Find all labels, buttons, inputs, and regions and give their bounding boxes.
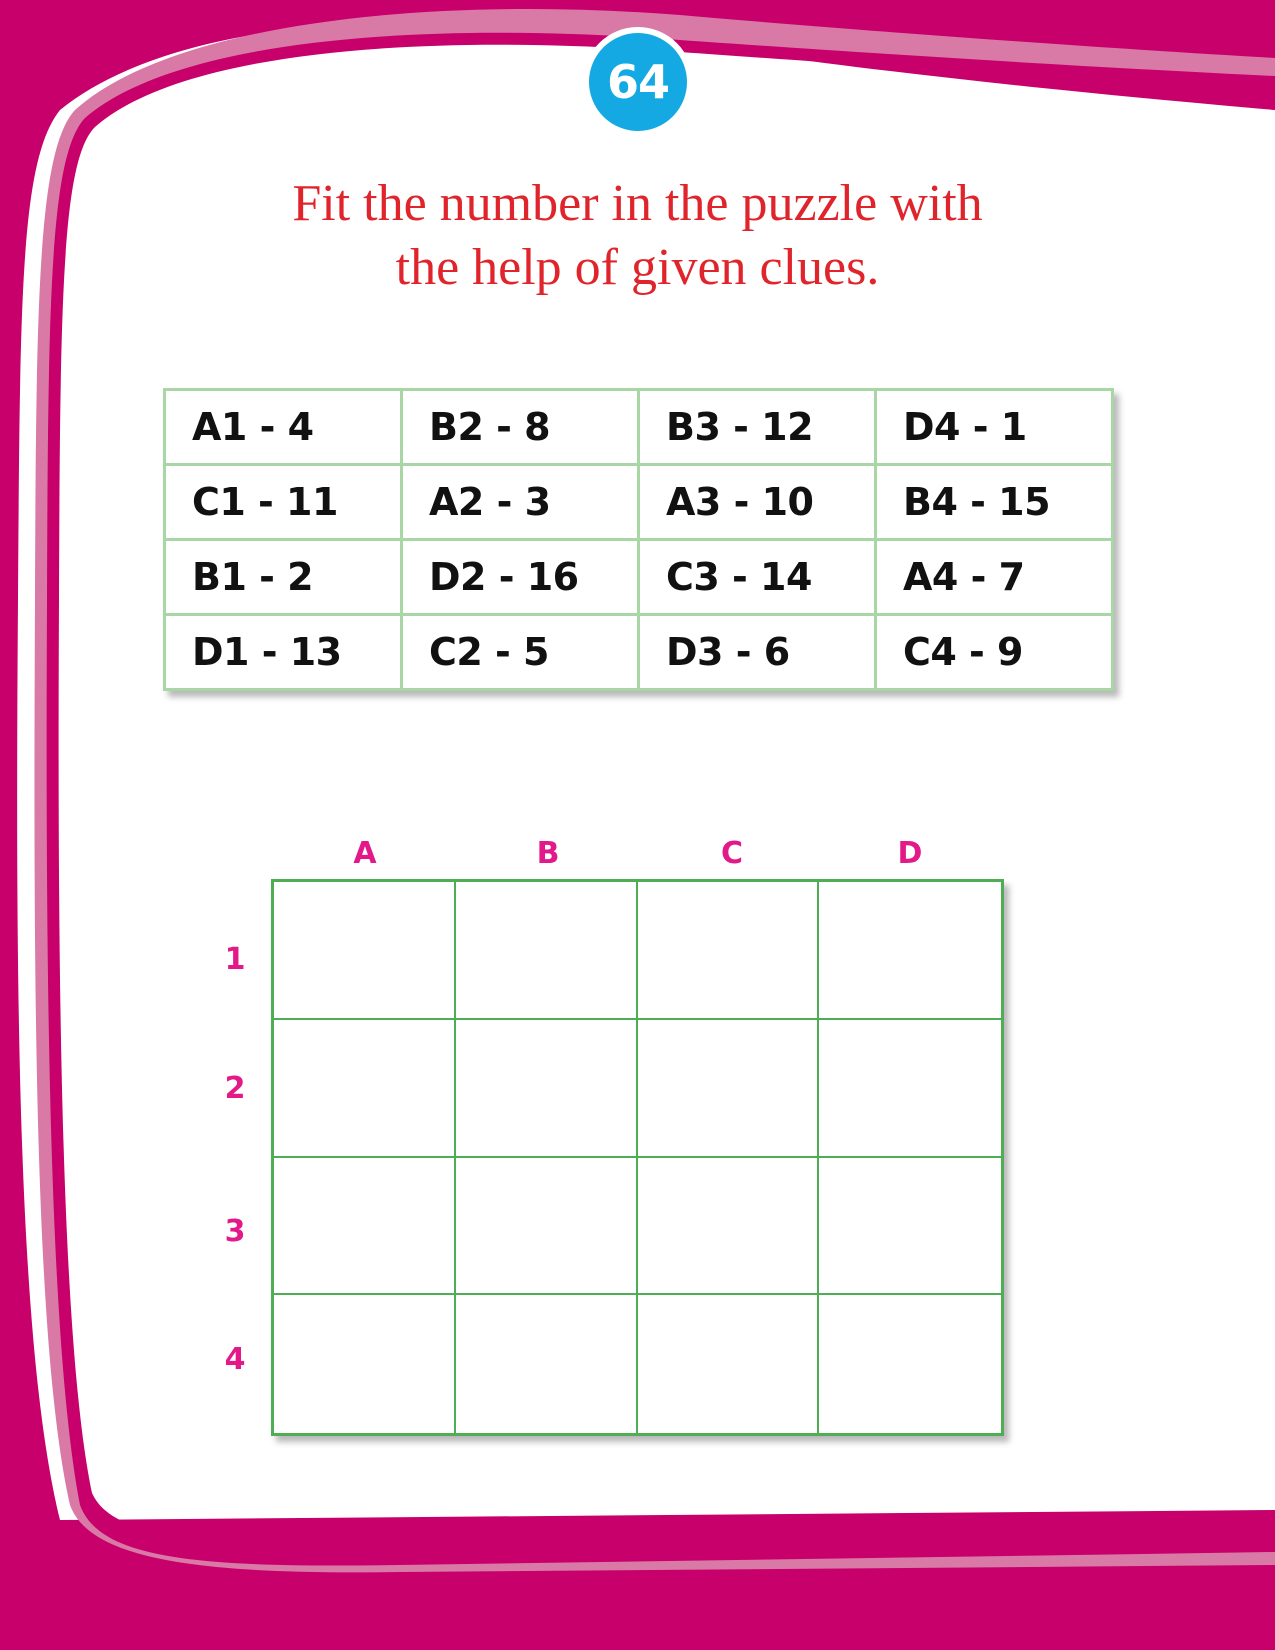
grid-cell-c4[interactable] (638, 1295, 820, 1433)
clue-cell: B1 - 2 (165, 540, 402, 615)
clue-cell: C1 - 11 (165, 465, 402, 540)
page-number-badge (583, 27, 693, 137)
grid-cell-c2[interactable] (638, 1020, 820, 1158)
clue-cell: C3 - 14 (639, 540, 876, 615)
grid-cell-c1[interactable] (638, 882, 820, 1020)
clue-row (165, 615, 1113, 690)
grid-cell-d2[interactable] (819, 1020, 1001, 1158)
clue-cell: D3 - 6 (639, 615, 876, 690)
clue-cell: B3 - 12 (639, 390, 876, 465)
clue-cell: A4 - 7 (876, 540, 1113, 615)
clue-cell: D2 - 16 (402, 540, 639, 615)
grid-cell-b2[interactable] (456, 1020, 638, 1158)
clue-row (165, 540, 1113, 615)
grid-cell-b3[interactable] (456, 1158, 638, 1296)
grid-cell-d1[interactable] (819, 882, 1001, 1020)
grid-column-label: D (897, 836, 923, 871)
grid-cell-a2[interactable] (274, 1020, 456, 1158)
clue-row (165, 390, 1113, 465)
page-number: 64 (606, 55, 669, 109)
grid-row-label: 4 (224, 1342, 246, 1377)
grid-row-label: 1 (224, 942, 246, 977)
clue-cell: D1 - 13 (165, 615, 402, 690)
grid-column-label: A (353, 836, 377, 871)
grid-cell-b4[interactable] (456, 1295, 638, 1433)
grid-cell-c3[interactable] (638, 1158, 820, 1296)
grid-cell-d4[interactable] (819, 1295, 1001, 1433)
instruction-title (200, 172, 1075, 300)
grid-column-label: B (536, 836, 560, 871)
clue-cell: A2 - 3 (402, 465, 639, 540)
clue-cell: D4 - 1 (876, 390, 1113, 465)
grid-cell-d3[interactable] (819, 1158, 1001, 1296)
clue-cell: C2 - 5 (402, 615, 639, 690)
grid-column-label: C (720, 836, 744, 871)
instruction-line-2: the help of given clues. (395, 239, 880, 296)
grid-row-label: 3 (224, 1214, 246, 1249)
clue-cell: C4 - 9 (876, 615, 1113, 690)
clue-row (165, 465, 1113, 540)
instruction-line-1: Fit the number in the puzzle with (292, 175, 983, 232)
grid-cell-a3[interactable] (274, 1158, 456, 1296)
clue-table (163, 388, 1114, 691)
clue-cell: B4 - 15 (876, 465, 1113, 540)
grid-cell-b1[interactable] (456, 882, 638, 1020)
answer-grid (271, 879, 1004, 1436)
grid-cell-a4[interactable] (274, 1295, 456, 1433)
grid-cell-a1[interactable] (274, 882, 456, 1020)
grid-row-label: 2 (224, 1071, 246, 1106)
clue-cell: B2 - 8 (402, 390, 639, 465)
clue-cell: A1 - 4 (165, 390, 402, 465)
clue-cell: A3 - 10 (639, 465, 876, 540)
